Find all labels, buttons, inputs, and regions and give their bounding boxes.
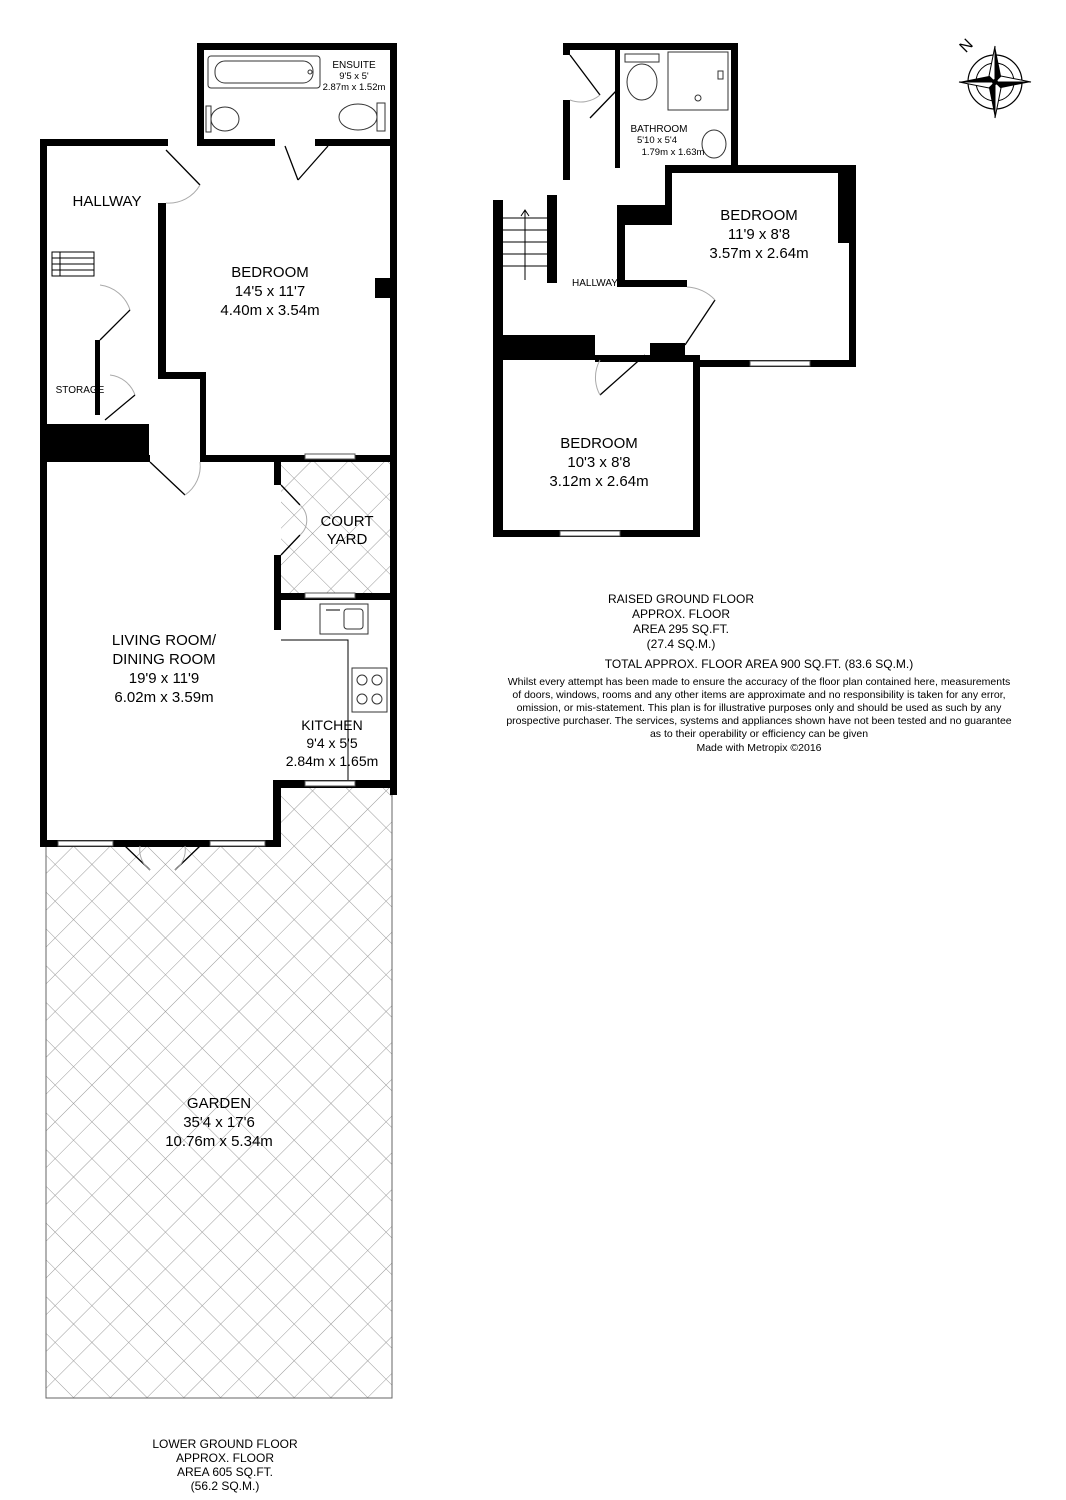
disclaimer-line-1: Whilst every attempt has been made to ensure the accuracy of the floor plan contained here, measurements <box>507 676 1011 688</box>
garden-imperial: 35'4 x 17'6 <box>183 1114 255 1131</box>
raised-ground-floor-plan <box>493 43 856 537</box>
courtyard-line2: YARD <box>326 531 368 548</box>
storage-label: STORAGE <box>55 385 105 396</box>
hallway-label: HALLWAY <box>72 193 142 210</box>
bedroom-imperial: 14'5 x 11'7 <box>234 283 306 300</box>
disclaimer-line-2: of doors, windows, rooms and any other items are approximate and no responsibility is taken for any error, <box>512 689 1006 701</box>
bedroom2-metric: 3.12m x 2.64m <box>549 473 649 490</box>
raised-summary-line1: RAISED GROUND FLOOR <box>607 592 755 606</box>
total-area: TOTAL APPROX. FLOOR AREA 900 SQ.FT. (83.6 SQ.M.) <box>604 657 914 671</box>
kitchen-metric: 2.84m x 1.65m <box>285 753 379 769</box>
kitchen-imperial: 9'4 x 5'5 <box>306 735 358 751</box>
lower-summary-line1: LOWER GROUND FLOOR <box>152 1437 298 1451</box>
disclaimer-line-3: omission, or mis-statement. This plan is for illustrative purposes only and should be used as such by any <box>516 702 1002 714</box>
living-metric: 6.02m x 3.59m <box>114 689 214 706</box>
bedroom2-imperial: 10'3 x 8'8 <box>567 454 631 471</box>
bedroom1-name: BEDROOM <box>720 207 798 224</box>
bedroom-metric: 4.40m x 3.54m <box>220 302 320 319</box>
disclaimer-line-4: prospective purchaser. The services, systems and appliances shown have not been tested and no guarantee <box>506 715 1012 727</box>
ensuite-metric: 2.87m x 1.52m <box>322 82 386 93</box>
courtyard-line1: COURT <box>320 513 374 530</box>
garden-metric: 10.76m x 5.34m <box>165 1133 273 1150</box>
bedroom1-metric: 3.57m x 2.64m <box>709 245 809 262</box>
stairs-raised <box>503 210 547 280</box>
bedroom2-name: BEDROOM <box>560 435 638 452</box>
compass-north-label: N <box>956 35 977 57</box>
raised-hallway-label: HALLWAY <box>572 278 618 289</box>
ensuite-imperial: 9'5 x 5' <box>339 71 369 82</box>
garden-area <box>46 787 392 1398</box>
credit: Made with Metropix ©2016 <box>696 742 822 754</box>
bathroom-imperial: 5'10 x 5'4 <box>636 135 678 146</box>
bedroom-name: BEDROOM <box>231 264 309 281</box>
raised-summary-line2: APPROX. FLOOR <box>631 607 731 621</box>
lower-summary-line2: APPROX. FLOOR <box>175 1451 275 1465</box>
compass-icon <box>957 36 1031 118</box>
lower-summary-line3: AREA 605 SQ.FT. <box>176 1465 274 1479</box>
garden-name: GARDEN <box>186 1095 252 1112</box>
living-line2: DINING ROOM <box>112 651 216 668</box>
bathroom-metric: 1.79m x 1.63m <box>641 147 705 158</box>
raised-summary-line4: (27.4 SQ.M.) <box>646 637 716 651</box>
bedroom1-imperial: 11'9 x 8'8 <box>727 226 791 243</box>
raised-ground-labels <box>506 124 1011 754</box>
stairs-lower <box>52 252 94 276</box>
bathroom-name: BATHROOM <box>630 124 688 135</box>
living-imperial: 19'9 x 11'9 <box>128 670 200 687</box>
disclaimer-line-5: as to their operability or efficiency can be given <box>649 728 869 740</box>
living-line1: LIVING ROOM/ <box>111 632 217 649</box>
lower-summary-line4: (56.2 SQ.M.) <box>190 1479 260 1493</box>
raised-summary-line3: AREA 295 SQ.FT. <box>632 622 730 636</box>
kitchen-name: KITCHEN <box>301 717 363 733</box>
ensuite-name: ENSUITE <box>332 60 376 71</box>
